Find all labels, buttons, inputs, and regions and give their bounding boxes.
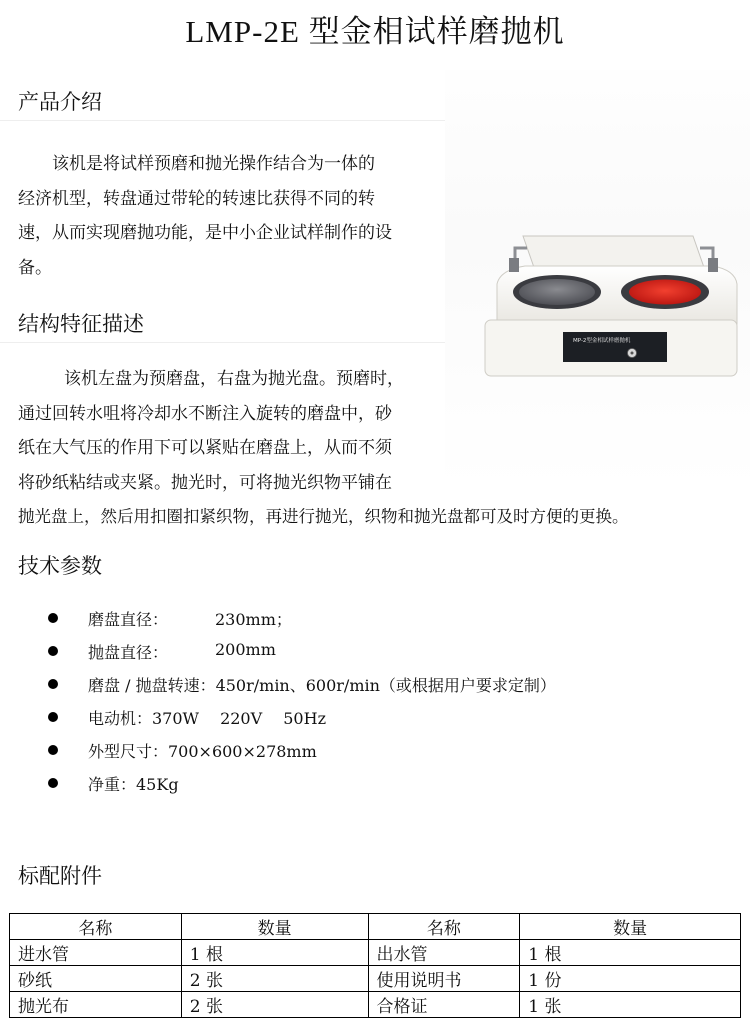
intro-paragraph — [18, 147, 392, 285]
bullet-icon — [48, 745, 58, 755]
table-cell: 进水管 — [10, 940, 182, 966]
table-cell: 1 根 — [181, 940, 368, 966]
spec-value: 230mm； — [215, 610, 292, 629]
table-cell: 砂纸 — [10, 966, 182, 992]
table-row — [10, 966, 741, 992]
table-header-row — [10, 914, 741, 940]
spec-label: 抛盘直径： — [88, 643, 169, 662]
bullet-icon — [48, 613, 58, 623]
table-cell: 1 份 — [520, 966, 741, 992]
bullet-icon — [48, 646, 58, 656]
structure-line: 将砂纸粘结或夹紧。抛光时，可将抛光织物平铺在 — [18, 472, 392, 493]
spec-item — [0, 770, 740, 802]
column-header: 数量 — [181, 914, 368, 940]
spec-label: 净重：45Kg — [88, 775, 179, 794]
bullet-icon — [48, 712, 58, 722]
structure-paragraph — [18, 362, 629, 535]
table-row — [10, 940, 741, 966]
intro-line: 备。 — [18, 257, 52, 278]
table-cell: 使用说明书 — [368, 966, 520, 992]
spec-item — [0, 704, 740, 736]
table-cell: 1 张 — [520, 992, 741, 1018]
table-cell: 抛光布 — [10, 992, 182, 1018]
bullet-icon — [48, 679, 58, 689]
structure-line: 纸在大气压的作用下可以紧贴在磨盘上，从而不须 — [18, 438, 392, 458]
spec-value: 200mm — [215, 640, 276, 659]
panel-label: MP-2型金相试样磨抛机 — [573, 338, 631, 344]
structure-heading: 结构特征描述 — [18, 312, 144, 336]
structure-line: 通过回转水咀将冷却水不断注入旋转的磨盘中，砂 — [18, 403, 392, 424]
intro-line: 该机是将试样预磨和抛光操作结合为一体的 — [52, 154, 375, 174]
structure-line: 该机左盘为预磨盘，右盘为抛光盘。预磨时， — [64, 369, 404, 389]
intro-divider — [0, 120, 445, 121]
accessories-heading: 标配附件 — [18, 864, 102, 888]
intro-heading: 产品介绍 — [18, 90, 102, 114]
table-cell: 2 张 — [181, 966, 368, 992]
specs-heading: 技术参数 — [18, 554, 102, 578]
spec-label: 外型尺寸：700×600×278mm — [88, 742, 317, 761]
bullet-icon — [48, 778, 58, 788]
spec-label: 磨盘 / 抛盘转速：450r/min、600r/min（或根据用户要求定制） — [88, 676, 556, 695]
table-cell: 1 根 — [520, 940, 741, 966]
column-header: 数量 — [520, 914, 741, 940]
column-header: 名称 — [10, 914, 182, 940]
intro-line: 经济机型，转盘通过带轮的转速比获得不同的转 — [18, 188, 375, 209]
table-cell: 合格证 — [368, 992, 520, 1018]
table-row — [10, 992, 741, 1018]
structure-line: 抛光盘上，然后用扣圈扣紧织物，再进行抛光，织物和抛光盘都可及时方便的更换。 — [18, 507, 629, 526]
spec-item — [0, 737, 740, 769]
spec-item — [0, 638, 740, 670]
table-cell: 出水管 — [368, 940, 520, 966]
control-panel — [563, 332, 667, 362]
structure-divider — [0, 342, 445, 343]
spec-item — [0, 605, 740, 637]
spec-label: 磨盘直径： — [88, 610, 169, 629]
column-header: 名称 — [368, 914, 520, 940]
intro-line: 速，从而实现磨抛功能，是中小企业试样制作的设 — [18, 223, 392, 243]
table-cell: 2 张 — [181, 992, 368, 1018]
spec-item — [0, 671, 740, 703]
accessories-table — [9, 913, 741, 1018]
page-title: LMP-2E 型金相试样磨抛机 — [185, 14, 565, 49]
spec-label: 电动机：370W 220V 50Hz — [88, 709, 326, 728]
